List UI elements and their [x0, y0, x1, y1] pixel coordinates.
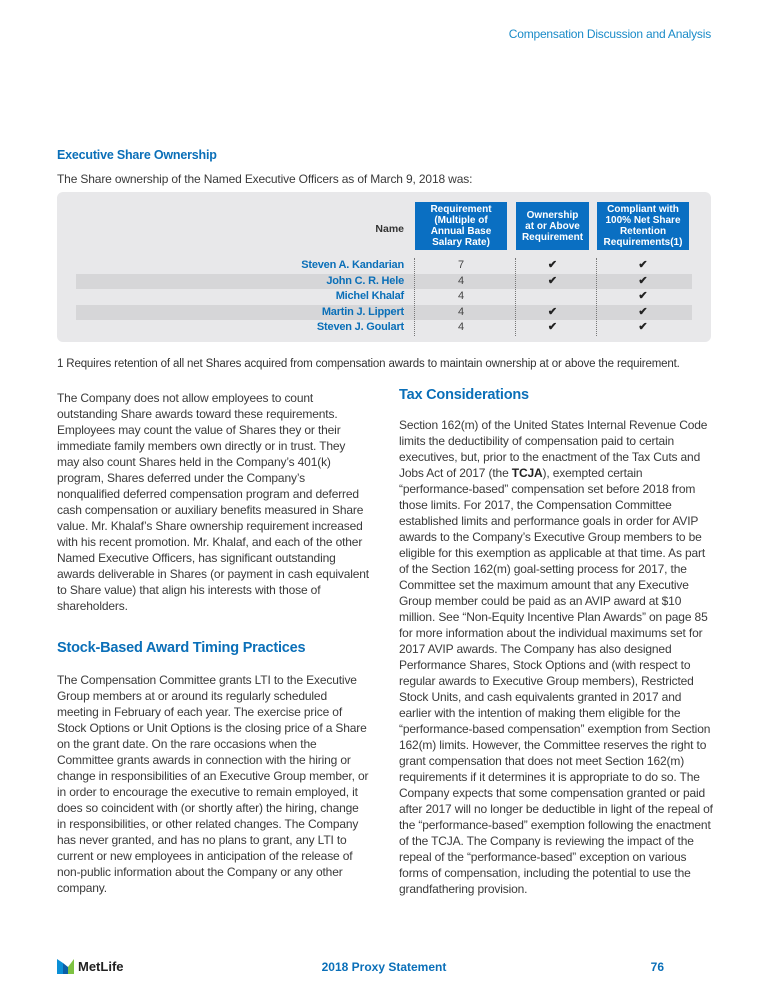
- column-divider: [596, 258, 597, 336]
- requirement-multiple: 4: [457, 274, 465, 287]
- column-header-compliant: [597, 202, 689, 250]
- column-divider: [515, 258, 516, 336]
- executive-share-ownership-title: Executive Share Ownership: [57, 148, 217, 162]
- table-row: [76, 320, 692, 335]
- check-icon: ✔: [638, 259, 648, 271]
- table-row: [76, 258, 692, 273]
- award-timing-paragraph: The Compensation Committee grants LTI to the Executive Group members at or around its regularly scheduled meeting in February of each year. The exercise price of Stock Options or Unit Options is the closing price of a Share on the grant date. On the rare occasions when the Committee grants awards in connection with the hiring or change in responsibilities of an Executive Group member, or in order to encourage the executive to remain employed, it does so coincident with (or shortly after) the hiring, change in responsibilities, or other related changes. The Company has never granted, and has no plans to grant, any LTI to current or new employees in anticipation of the release of non-public information about the Company or any other company.: [57, 673, 369, 895]
- column-header-ownership: [516, 202, 589, 250]
- ownership-intro: The Share ownership of the Named Executive Officers as of March 9, 2018 was:: [57, 172, 473, 186]
- column-header-requirement-label: Requirement (Multiple of Annual Base Salary Rate): [430, 204, 492, 248]
- share-counting-paragraph: The Company does not allow employees to count outstanding Share awards toward these requirements. Employees may count the value of Shares they or their immediate family members own directly or in trust. They may also count Shares held in the Company’s 401(k) program, Shares deferred under the Company’s nonqualified deferred compensation program and deferred cash compensation or auxiliary benefits measured in Share value. Mr. Khalaf’s Share ownership requirement increased with his recent promotion. Mr. Khalaf, and each of the other Named Executive Officers, has significant outstanding awards deliverable in Shares (or payment in cash equivalent to Share value) that align his interests with those of shareholders.: [57, 391, 369, 613]
- check-icon: ✔: [638, 321, 648, 333]
- requirement-multiple: 4: [457, 321, 465, 333]
- table-footnote: 1 Requires retention of all net Shares acquired from compensation awards to maintain ownership at or above the requirement.: [57, 358, 680, 370]
- table-row: [76, 289, 692, 304]
- table-row: [76, 274, 692, 289]
- column-header-compliant-label: Compliant with 100% Net Share Retention Requirements(1): [603, 204, 683, 248]
- requirement-multiple: 4: [457, 290, 465, 302]
- metlife-brand-name: MetLife: [78, 959, 124, 974]
- ownership-table: [57, 192, 711, 342]
- table-row: [76, 305, 692, 320]
- tax-considerations-title: Tax Considerations: [399, 387, 529, 403]
- award-timing-title: Stock-Based Award Timing Practices: [57, 640, 306, 656]
- check-icon: ✔: [547, 305, 558, 318]
- executive-name: Steven A. Kandarian: [301, 259, 404, 271]
- executive-name: Michel Khalaf: [335, 290, 404, 302]
- column-header-requirement: [415, 202, 507, 250]
- running-head: Compensation Discussion and Analysis: [508, 27, 711, 41]
- check-icon: ✔: [638, 274, 648, 287]
- check-icon: ✔: [547, 321, 558, 333]
- requirement-multiple: 7: [457, 259, 465, 271]
- check-icon: ✔: [638, 290, 648, 302]
- executive-name: Steven J. Goulart: [316, 321, 404, 333]
- tax-considerations-paragraph: [399, 417, 714, 897]
- column-header-name: Name: [375, 223, 404, 235]
- column-header-ownership-label: Ownership at or Above Requirement: [521, 209, 584, 243]
- check-icon: ✔: [547, 259, 558, 271]
- tcja-term: TCJA: [511, 466, 543, 480]
- tax-text-part1: Section 162(m) of the United States Internal Revenue Code limits the deductibility of compensation paid to certain executives, but, prior to the enactment of the Tax Cuts and Jobs Act of 2017 (the: [399, 418, 708, 480]
- executive-name: John C. R. Hele: [326, 274, 404, 287]
- document-title: 2018 Proxy Statement: [321, 960, 447, 974]
- column-divider: [414, 258, 415, 336]
- page-number: 76: [650, 960, 664, 974]
- tax-text-part2: ), exempted certain “performance-based” compensation set before 2018 from those limits. For 2017, the Compensation Committee established limits and performance goals in order for AVIP awards to the Company’s Executive Group members to be eligible for this exemption as applicable at that time. As part of the Section 162(m) goal-setting process for 2017, the Committee set the maximum amount that any Executive Group member could be paid as an AVIP award at $10 million. See “Non-Equity Incentive Plan Awards” on page 85 for more information about the individual maximums set for 2017 AVIP awards. The Company has also designed Performance Shares, Stock Options and (with respect to regular awards to Executive Group members), Restricted Stock Units, and cash equivalents granted in 2017 and earlier with the intention of making them eligible for the “performance-based compensation” exemption from Section 162(m) limits. However, the Committee reserves the right to grant compensation that does not meet Section 162(m) requirements if it determines it is appropriate to do so. The Company expects that some compensation granted or paid after 2017 will no longer be deductible in light of the repeal of the “performance-based” exemption following the enactment of the TCJA. The Company is reviewing the impact of the repeal of the “performance-based” exception on various forms of compensation, including the potential to use the grandfathering provision.: [399, 466, 713, 896]
- executive-name: Martin J. Lippert: [321, 305, 404, 318]
- check-icon: ✔: [547, 274, 558, 287]
- check-icon: ✔: [638, 305, 648, 318]
- requirement-multiple: 4: [457, 305, 465, 318]
